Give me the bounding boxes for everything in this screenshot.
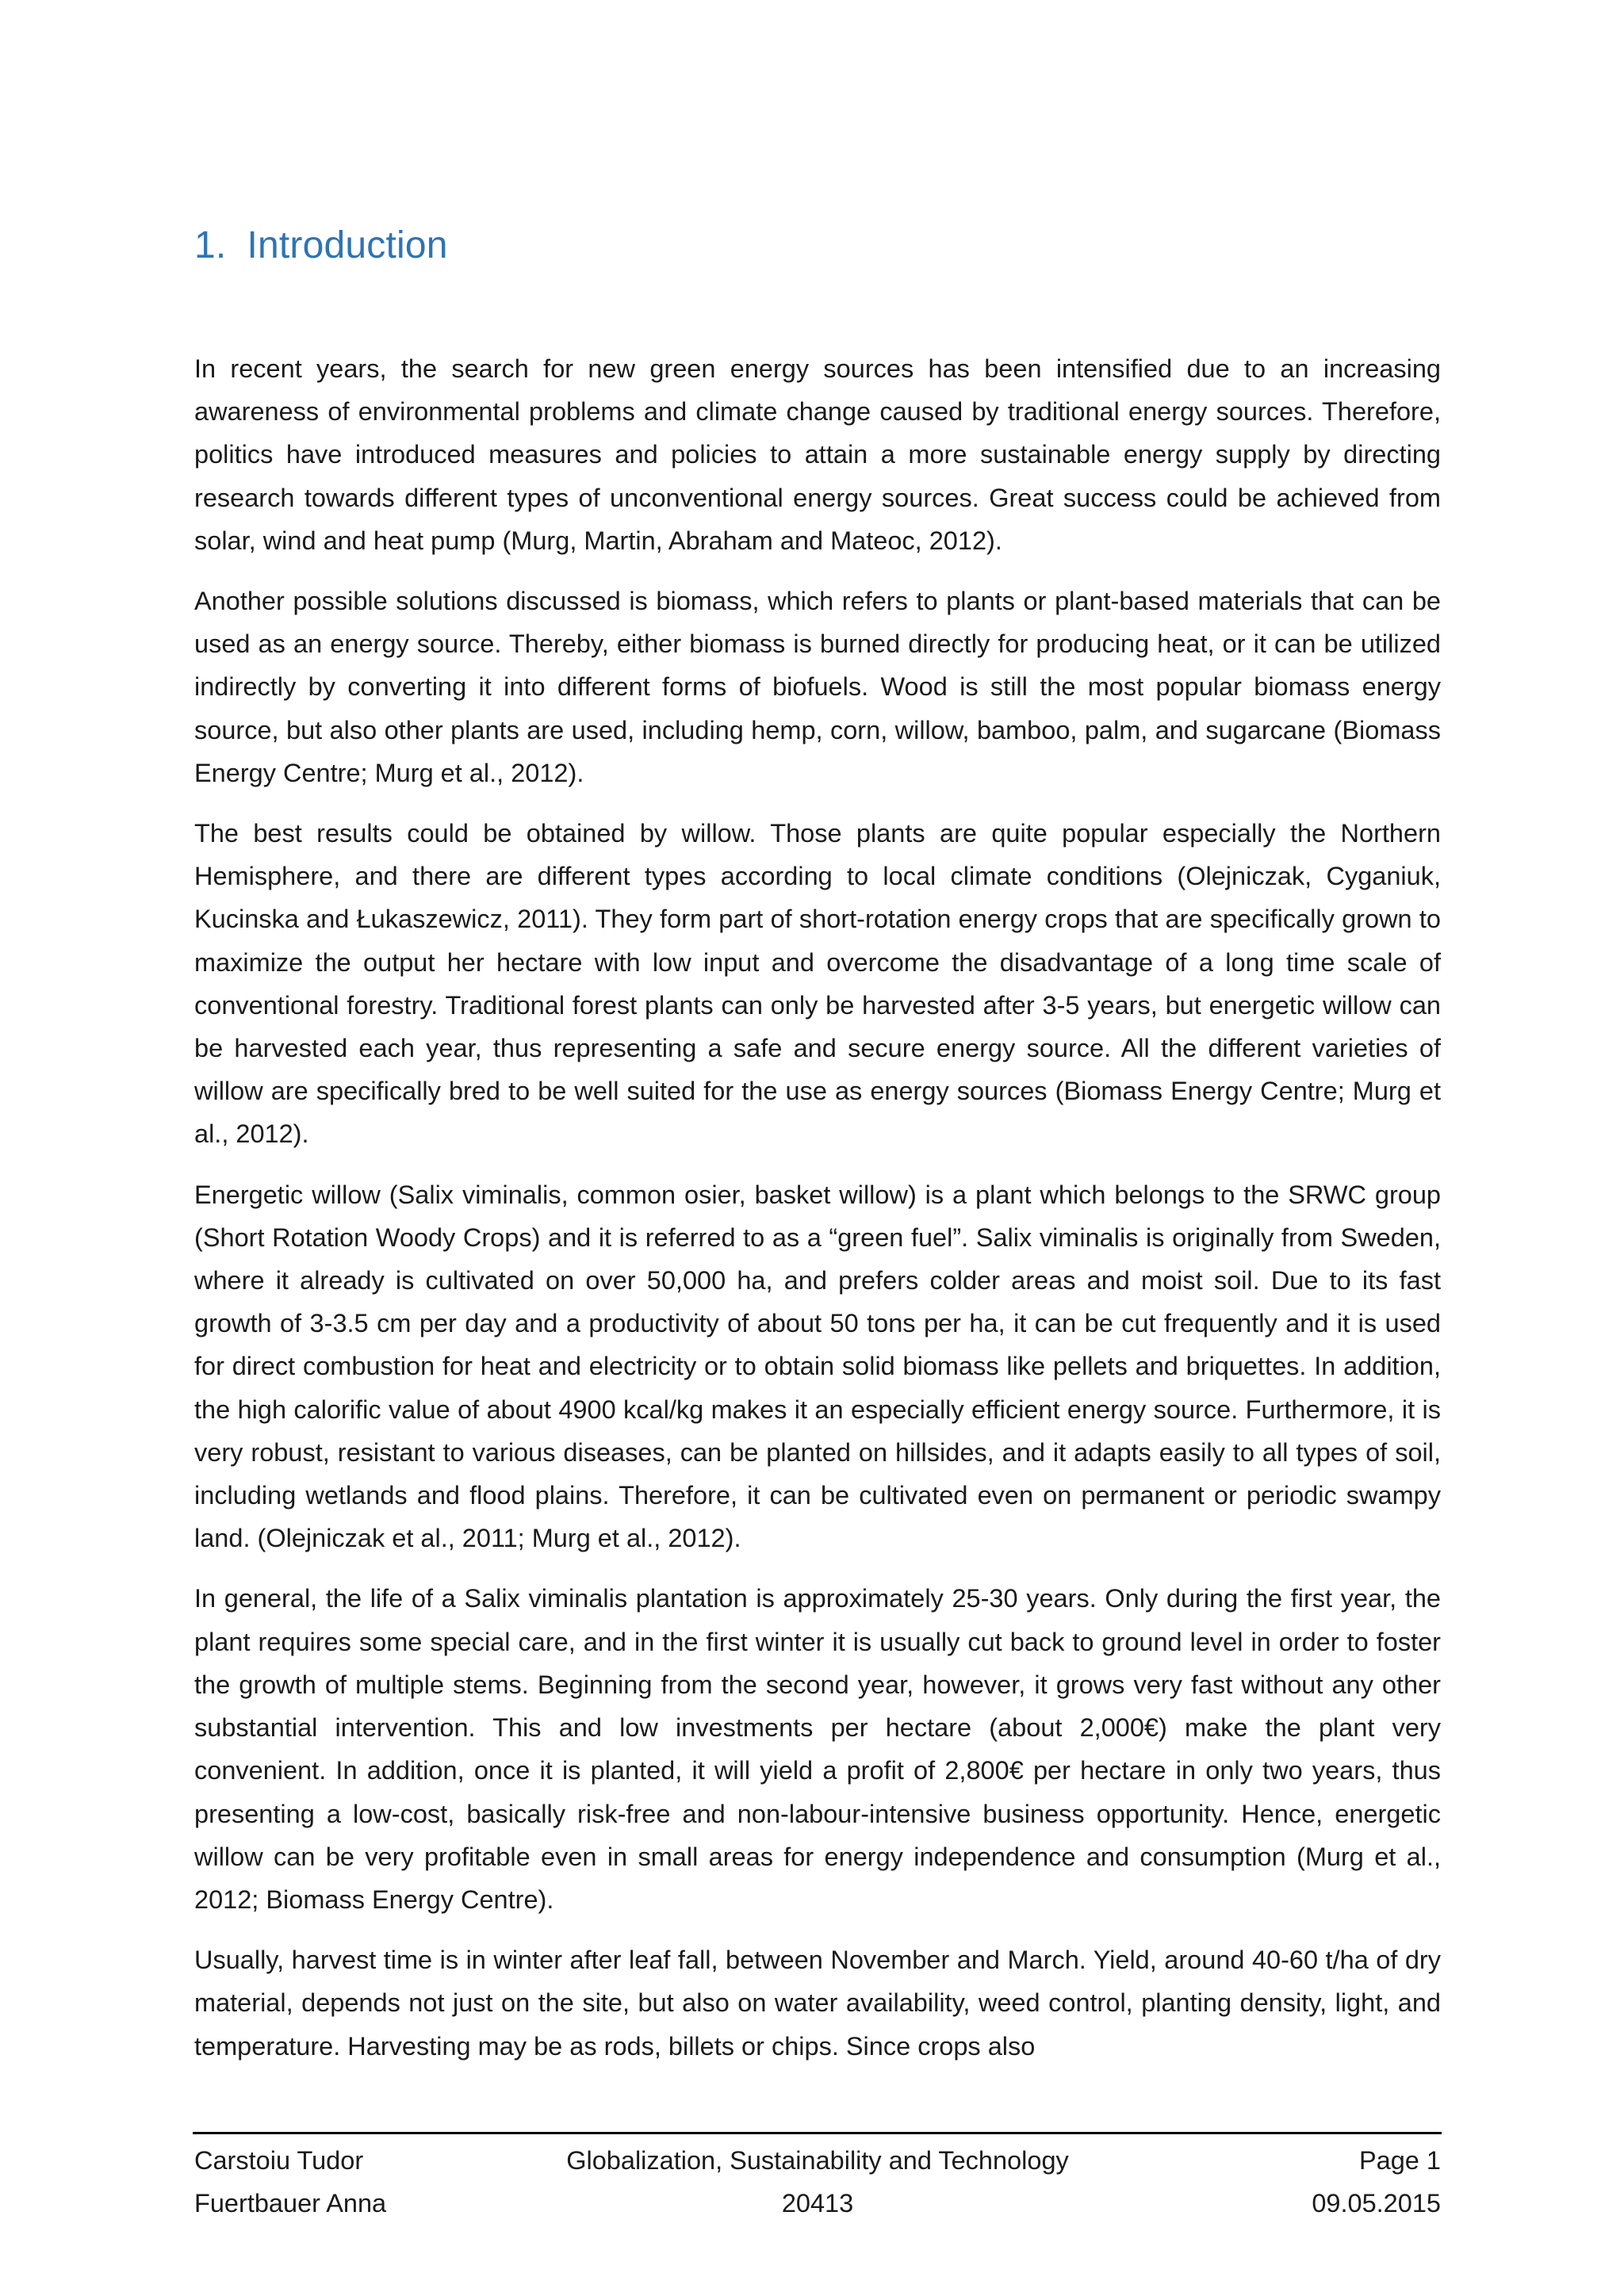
paragraph-2: Another possible solutions discussed is biomass, which refers to plants or plant-based materials that can be used as an energy source. Thereby, either biomass is burned directly for producing heat, or it can be utilized indirectly by converting it into different forms of biofuels. Wood is still the most popular biomass energy source, but also other plants are used, including hemp, corn, willow, bamboo, palm, and sugarcane (Biomass Energy Centre; Murg et al., 2012). <box>194 587 1441 787</box>
footer-course-title: Globalization, Sustainability and Technology <box>566 2146 1069 2175</box>
footer-author-1: Carstoiu Tudor <box>194 2146 364 2175</box>
footer-divider <box>193 2132 1442 2134</box>
footer-date: 09.05.2015 <box>1312 2189 1441 2218</box>
footer-author-2: Fuertbauer Anna <box>194 2189 387 2218</box>
paragraph-4: Energetic willow (Salix viminalis, common osier, basket willow) is a plant which belongs to the SRWC group (Short Rotation Woody Crops) and it is referred to as a “green fuel”. Salix viminalis is originally from Sweden, where it already is cultivated on over 50,000 ha, and prefers colder areas and moist soil. Due to its fast growth of 3-3.5 cm per day and a productivity of about 50 tons per ha, it can be cut frequently and it is used for direct combustion for heat and electricity or to obtain solid biomass like pellets and briquettes. In addition, the high calorific value of about 4900 kcal/kg makes it an especially efficient energy source. Furthermore, it is very robust, resistant to various diseases, can be planted on hillsides, and it adapts easily to all types of soil, including wetlands and flood plains. Therefore, it can be cultivated even on permanent or periodic swampy land. (Olejniczak et al., 2011; Murg et al., 2012). <box>194 1180 1441 1553</box>
footer-course <box>194 2139 1441 2225</box>
footer-course-code: 20413 <box>781 2189 854 2218</box>
paragraph-6: Usually, harvest time is in winter after leaf fall, between November and March. Yield, around 40-60 t/ha of dry material, depends not just on the site, but also on water availability, weed control, planting density, light, and temperature. Harvesting may be as rods, billets or chips. Since crops also <box>194 1946 1441 2061</box>
section-heading <box>194 224 448 267</box>
paragraph-3: The best results could be obtained by willow. Those plants are quite popular especially the Northern Hemisphere, and there are different types according to local climate conditions (Olejniczak, Cyganiuk, Kucinska and Łukaszewicz, 2011). They form part of short-rotation energy crops that are specifically grown to maximize the output her hectare with low input and overcome the disadvantage of a long time scale of conventional forestry. Traditional forest plants can only be harvested after 3-5 years, but energetic willow can be harvested each year, thus representing a safe and secure energy source. All the different varieties of willow are specifically bred to be well suited for the use as energy sources (Biomass Energy Centre; Murg et al., 2012). <box>194 819 1441 1149</box>
page-footer <box>194 2139 1441 2234</box>
paragraph-1: In recent years, the search for new green energy sources has been intensified due to an increasing awareness of environmental problems and climate change caused by traditional energy sources. Therefore, politics have introduced measures and policies to attain a more sustainable energy supply by directing research towards different types of unconventional energy sources. Great success could be achieved from solar, wind and heat pump (Murg, Martin, Abraham and Mateoc, 2012). <box>194 354 1441 555</box>
body-text <box>194 347 1441 2085</box>
footer-page-number: Page 1 <box>1358 2146 1441 2175</box>
footer-page-info <box>1312 2139 1441 2225</box>
paragraph-5: In general, the life of a Salix viminalis plantation is approximately 25-30 years. Only during the first year, the plant requires some special care, and in the first winter it is usually cut back to ground level in order to foster the growth of multiple stems. Beginning from the second year, however, it grows very fast without any other substantial intervention. This and low investments per hectare (about 2,000€) make the plant very convenient. In addition, once it is planted, it will yield a profit of 2,800€ per hectare in only two years, thus presenting a low-cost, basically risk-free and non-labour-intensive business opportunity. Hence, energetic willow can be very profitable even in small areas for energy independence and consumption (Murg et al., 2012; Biomass Energy Centre). <box>194 1584 1441 1914</box>
section-number: 1. <box>194 224 227 266</box>
section-title: Introduction <box>247 224 448 266</box>
